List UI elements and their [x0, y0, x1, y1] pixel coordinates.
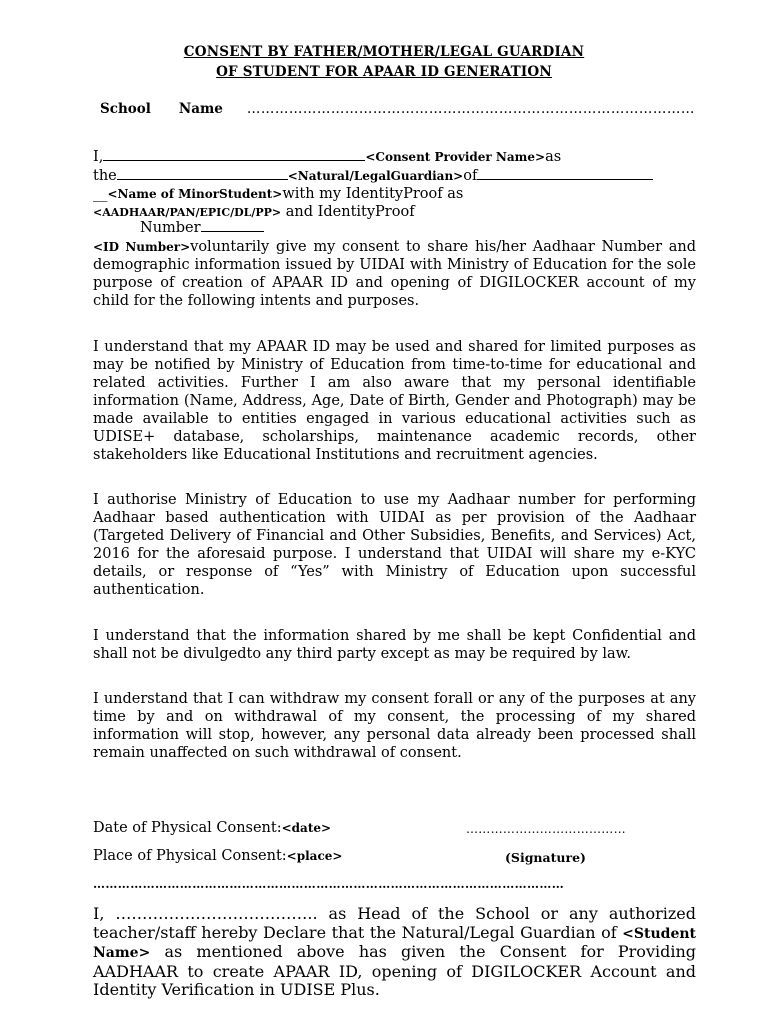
form-title-line-1: CONSENT BY FATHER/MOTHER/LEGAL GUARDIAN [183, 44, 585, 60]
as-text: as [545, 149, 562, 165]
identity-text: with my IdentityProof as [282, 186, 464, 202]
school-label: School [100, 101, 151, 117]
paragraph-3: I authorise Ministry of Education to use my Aadhaar number for performing Aadhaar based authentication with UIDAI as per provision of the Aadhaar (Targeted Delivery of Financial and Other Subsidies, Benefits, and Services) Act, 2016 for the aforesaid purpose. I understand that UIDAI will share my e-KYC details, or response of “Yes” with Ministry of Education upon successful authentication. [93, 492, 696, 598]
consent-provider-line [93, 148, 696, 165]
consent-provider-blank [103, 148, 365, 161]
school-name-row [100, 101, 695, 117]
student-name-tag: <Student Name> [93, 925, 696, 961]
paragraph-1 [93, 238, 696, 310]
guardian-line [93, 167, 696, 184]
signature-blank: ………………………………… [466, 822, 626, 836]
paragraph-5: I understand that I can withdraw my consent forall or any of the purposes at any time by and on withdrawal of my consent, the processing of my shared information will stop, however, any personal data already been processed shall remain unaffected on such withdrawal of consent. [93, 691, 696, 761]
date-label: Date of Physical Consent: [93, 820, 282, 836]
id-number-line [140, 219, 264, 236]
school-name-blank: …………………………………………………………………………………… [246, 101, 695, 117]
minor-prefix: __ [93, 186, 108, 202]
declaration-start: I, ……………………………….. as Head of the School or any authorized teacher/staff hereby Declare that the Natural/Legal Guardian of [93, 904, 696, 942]
number-text: Number [140, 220, 201, 236]
place-tag: <place> [286, 849, 343, 863]
paragraph-4: I understand that the information shared by me shall be kept Confidential and shall not be divulgedto any third party except as may be required by law. [93, 628, 696, 662]
form-title-line-2: OF STUDENT FOR APAAR ID GENERATION [216, 64, 552, 80]
of-blank [477, 167, 653, 180]
section-separator: …………………………………………………………………………………………………… [93, 877, 565, 891]
minor-student-tag: <Name of MinorStudent> [107, 187, 283, 201]
guardian-blank [117, 167, 288, 180]
place-of-consent [93, 848, 696, 864]
i-prefix: I, [93, 149, 104, 165]
doc-type-tag: <AADHAAR/PAN/EPIC/DL/PP> [93, 206, 282, 219]
of-text: of [463, 168, 478, 184]
place-label: Place of Physical Consent: [93, 848, 287, 864]
id-number-blank [201, 219, 264, 232]
school-declaration [93, 905, 696, 1000]
paragraph-1-text: voluntarily give my consent to share his/her Aadhaar Number and demographic information issued by UIDAI with Ministry of Education for the sole purpose of creation of APAAR ID and opening of DIGILOCKER account of my child for the following intents and purposes. [93, 239, 696, 309]
declaration-rest: as mentioned above has given the Consent for Providing AADHAAR to create APAAR ID, opening of DIGILOCKER Account and Identity Verification in UDISE Plus. [93, 942, 696, 999]
guardian-tag: <Natural/LegalGuardian> [287, 169, 464, 183]
minor-student-line [93, 186, 696, 202]
consent-provider-tag: <Consent Provider Name> [365, 150, 546, 164]
signature-label: (Signature) [505, 850, 586, 865]
paragraph-2: I understand that my APAAR ID may be used and shared for limited purposes as may be notified by Ministry of Education from time-to-time for educational and related activities. Further I am also aware that my personal identifiable information (Name, Address, Age, Date of Birth, Gender and Photograph) may be made available to entities engaged in various educational activities such as UDISE+ database, scholarships, maintenance academic records, other stakeholders like Educational Institutions and recruitment agencies. [93, 339, 696, 463]
id-number-tag: <ID Number> [93, 240, 191, 254]
and-identity-text: and IdentityProof [281, 204, 415, 220]
name-label: Name [178, 101, 223, 117]
the-text: the [93, 168, 117, 184]
identity-proof-line [93, 204, 696, 220]
date-tag: <date> [281, 821, 332, 835]
